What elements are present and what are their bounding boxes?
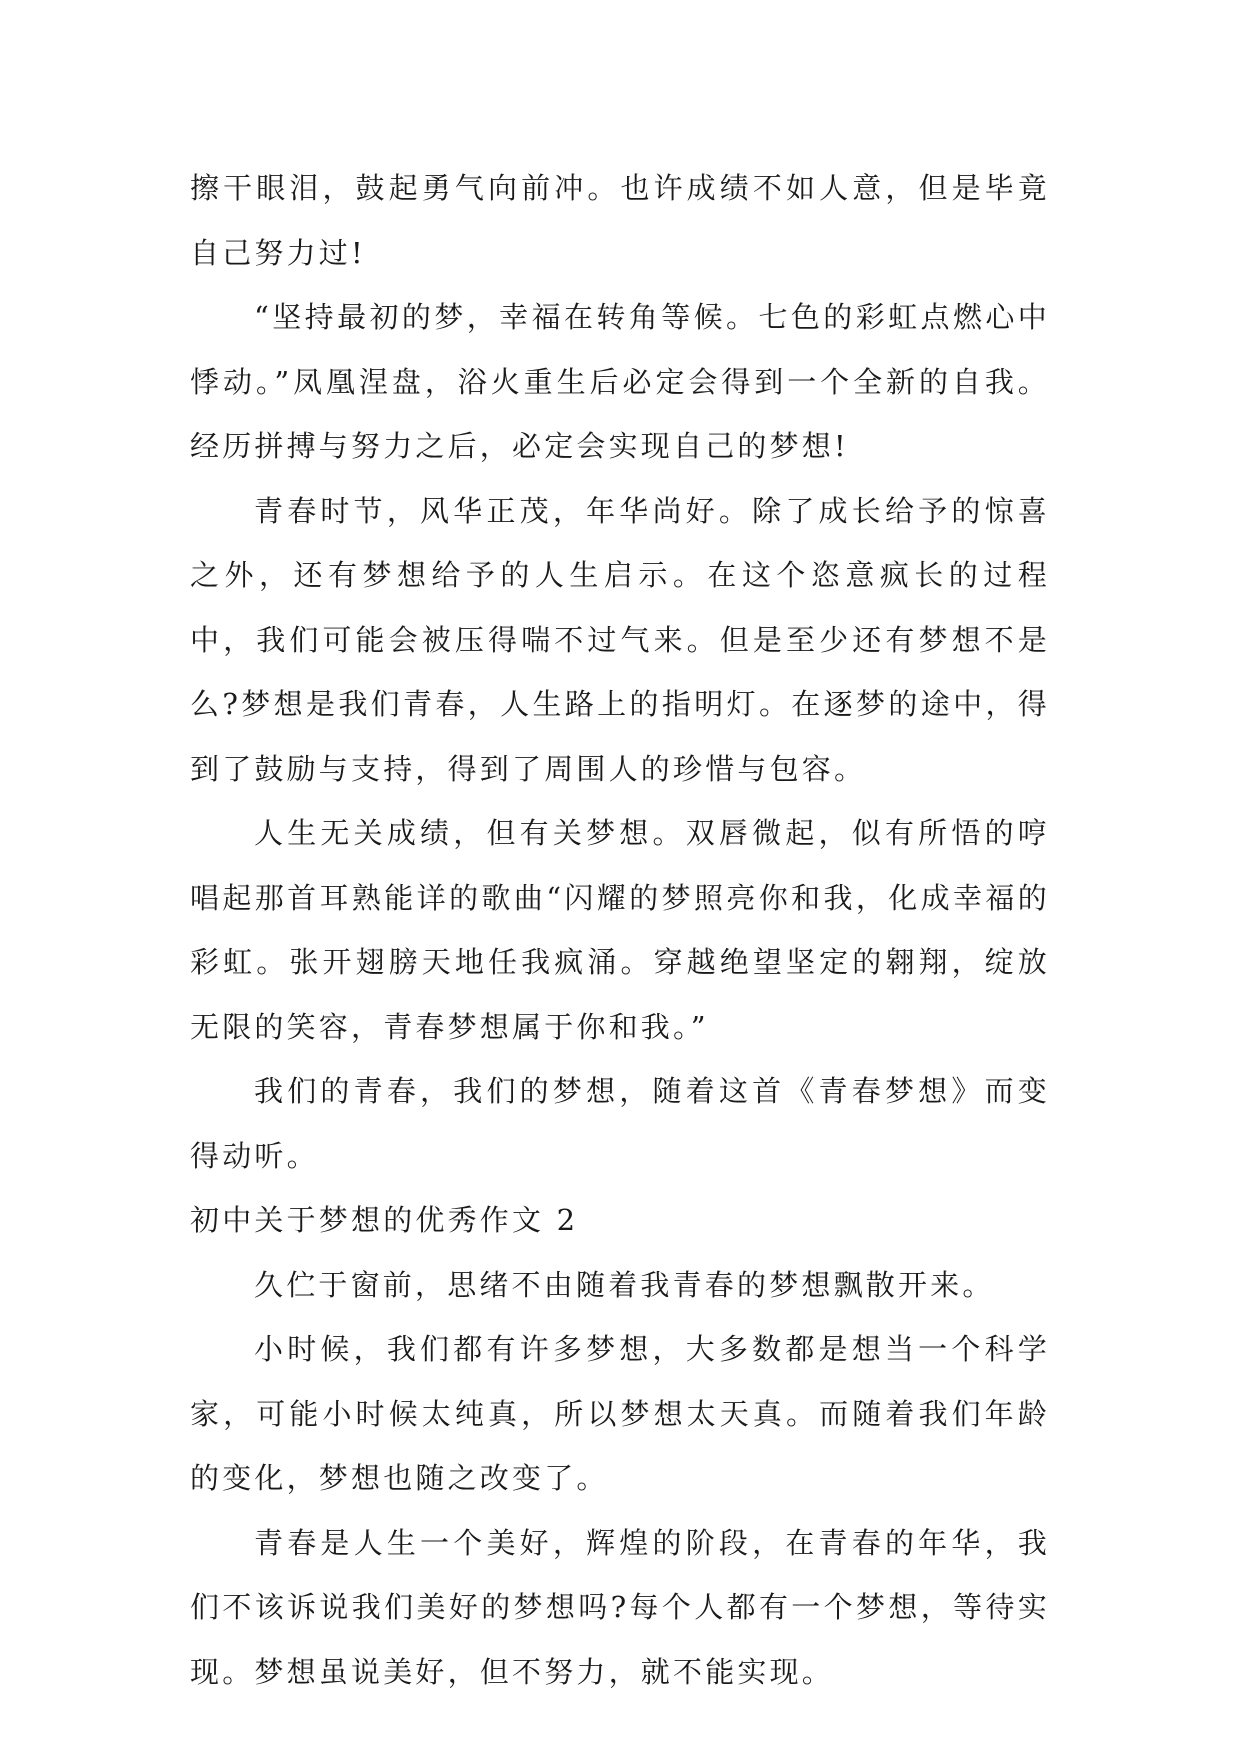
paragraph: 青春是人生一个美好，辉煌的阶段，在青春的年华，我们不该诉说我们美好的梦想吗?每个人都有一个梦想，等待实现。梦想虽说美好，但不努力，就不能实现。: [190, 1525, 1050, 1689]
paragraph: 我们的青春，我们的梦想，随着这首《青春梦想》而变得动听。: [190, 1074, 1050, 1173]
paragraph: 久伫于窗前，思绪不由随着我青春的梦想飘散开来。: [254, 1267, 995, 1302]
paragraph: 青春时节，风华正茂，年华尚好。除了成长给予的惊喜之外，还有梦想给予的人生启示。在这个恣意疯长的过程中，我们可能会被压得喘不过气来。但是至少还有梦想不是么?梦想是我们青春，人生路上的指明灯。在逐梦的途中，得到了鼓励与支持，得到了周围人的珍惜与包容。: [190, 493, 1050, 786]
section-heading: 初中关于梦想的优秀作文 2: [190, 1203, 579, 1237]
paragraph: 人生无关成绩，但有关梦想。双唇微起，似有所悟的哼唱起那首耳熟能详的歌曲“闪耀的梦照亮你和我，化成幸福的彩虹。张开翅膀天地任我疯涌。穿越绝望坚定的翱翔，绽放无限的笑容，青春梦想属于你和我。”: [190, 816, 1050, 1044]
paragraph: 擦干眼泪，鼓起勇气向前冲。也许成绩不如人意，但是毕竟自己努力过!: [190, 171, 1050, 270]
paragraph: “坚持最初的梦，幸福在转角等候。七色的彩虹点燃心中悸动。”凤凰涅盘，浴火重生后必定会得到一个全新的自我。经历拼搏与努力之后，必定会实现自己的梦想!: [190, 300, 1050, 463]
paragraph: 小时候，我们都有许多梦想，大多数都是想当一个科学家，可能小时候太纯真，所以梦想太天真。而随着我们年龄的变化，梦想也随之改变了。: [190, 1332, 1050, 1495]
document-body: [190, 156, 1050, 1704]
